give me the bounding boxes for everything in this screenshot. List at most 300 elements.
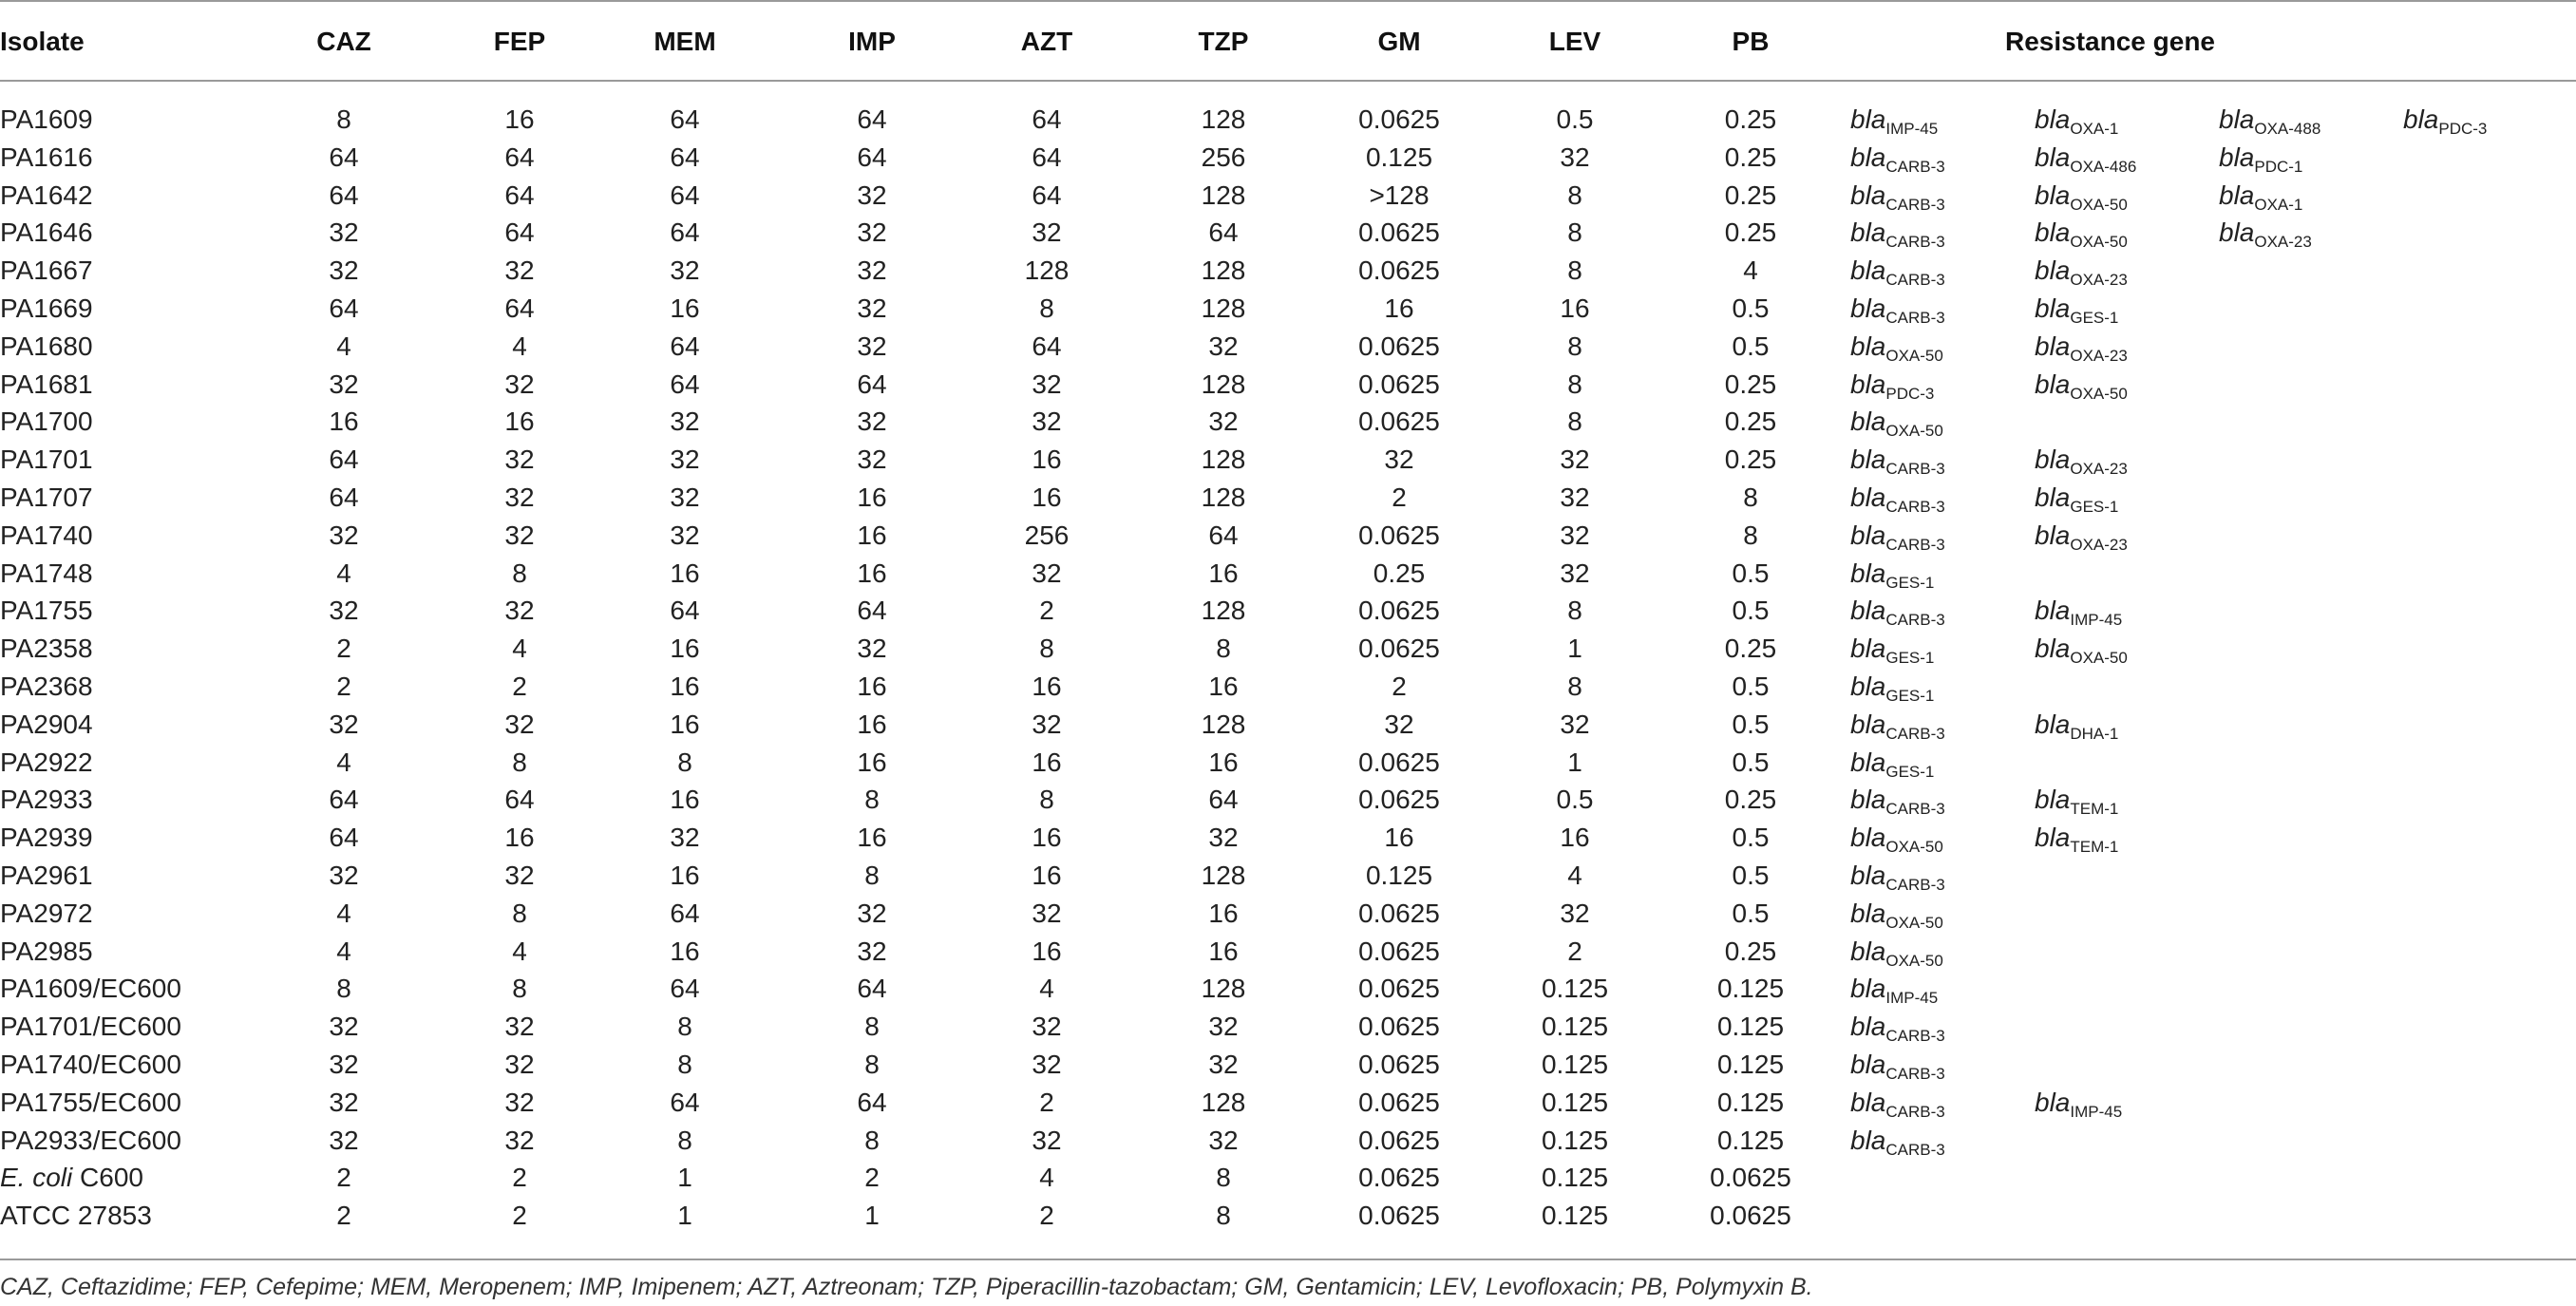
- caz-value: 32: [329, 218, 359, 248]
- fep-value: 8: [512, 974, 527, 1004]
- gm-value: 0.0625: [1358, 1087, 1440, 1117]
- mem-value: 64: [670, 1087, 700, 1117]
- tzp-value: 8: [1216, 634, 1231, 664]
- fep-value: 16: [504, 823, 535, 853]
- gm-value: 0.0625: [1358, 1050, 1440, 1079]
- resistance-gene: bla$_{CARB-3}$: [1850, 445, 1945, 479]
- imp-value: 64: [857, 142, 887, 172]
- lev-value: 32: [1560, 142, 1590, 172]
- gm-value: 0.0625: [1358, 331, 1440, 361]
- fep-value: 32: [504, 596, 535, 626]
- caz-value: 8: [336, 104, 351, 134]
- pb-value: 0.5: [1732, 823, 1770, 853]
- caz-value: 32: [329, 520, 359, 550]
- table-row: [0, 1046, 2576, 1084]
- pb-value: 0.5: [1732, 861, 1770, 890]
- lev-value: 8: [1567, 672, 1582, 701]
- tzp-value: 16: [1208, 672, 1239, 701]
- mem-value: 64: [670, 218, 700, 248]
- gm-value: 0.0625: [1358, 634, 1440, 664]
- table-row: [0, 668, 2576, 706]
- fep-value: 64: [504, 142, 535, 172]
- gm-value: 2: [1392, 672, 1407, 701]
- resistance-gene: bla$_{GES-1}$: [1850, 672, 1935, 705]
- tzp-value: 32: [1208, 331, 1239, 361]
- fep-value: 4: [512, 331, 527, 361]
- azt-value: 32: [1032, 898, 1062, 928]
- header-gm: GM: [1377, 27, 1421, 56]
- header-bottom-rule: [0, 80, 2576, 82]
- pb-value: 0.25: [1724, 634, 1777, 664]
- lev-value: 8: [1567, 256, 1582, 286]
- resistance-gene: bla$_{GES-1}$: [1850, 634, 1935, 668]
- header-resistance-gene: Resistance gene: [2005, 27, 2215, 56]
- isolate-cell: PA2972: [0, 898, 93, 928]
- caz-value: 8: [336, 974, 351, 1004]
- imp-value: 16: [857, 672, 887, 701]
- table-row: [0, 555, 2576, 593]
- isolate-cell: PA2961: [0, 861, 93, 890]
- azt-value: 64: [1032, 142, 1062, 172]
- isolate-cell: PA1700: [0, 407, 93, 437]
- mem-value: 64: [670, 331, 700, 361]
- tzp-value: 8: [1216, 1201, 1231, 1231]
- table-row: [0, 781, 2576, 819]
- gm-value: 0.0625: [1358, 369, 1440, 399]
- table-row: [0, 366, 2576, 404]
- mem-value: 1: [677, 1201, 692, 1231]
- caz-value: 4: [336, 558, 351, 588]
- isolate-cell: PA2368: [0, 672, 93, 701]
- gm-value: 0.125: [1365, 861, 1433, 890]
- azt-value: 64: [1032, 104, 1062, 134]
- azt-value: 16: [1032, 861, 1062, 890]
- gm-value: 32: [1384, 445, 1414, 475]
- resistance-gene: bla$_{CARB-3}$: [1850, 1125, 1945, 1159]
- azt-value: 8: [1039, 293, 1054, 323]
- pb-value: 0.25: [1724, 369, 1777, 399]
- gm-value: 0.0625: [1358, 747, 1440, 777]
- fep-value: 8: [512, 898, 527, 928]
- pb-value: 0.125: [1716, 1050, 1785, 1079]
- gm-value: 0.0625: [1358, 1012, 1440, 1042]
- fep-value: 2: [512, 672, 527, 701]
- mem-value: 64: [670, 369, 700, 399]
- table-top-rule: [0, 0, 2576, 2]
- isolate-cell: PA1642: [0, 180, 93, 210]
- mem-value: 64: [670, 180, 700, 210]
- isolate-cell: PA1701/EC600: [0, 1012, 181, 1042]
- fep-value: 32: [504, 709, 535, 739]
- caz-value: 32: [329, 256, 359, 286]
- azt-value: 4: [1039, 1163, 1054, 1193]
- tzp-value: 16: [1208, 898, 1239, 928]
- table-row: [0, 744, 2576, 782]
- pb-value: 0.25: [1724, 936, 1777, 966]
- resistance-gene: bla$_{PDC-1}$: [2219, 142, 2303, 176]
- azt-value: 64: [1032, 180, 1062, 210]
- gm-value: 0.0625: [1358, 1125, 1440, 1155]
- imp-value: 16: [857, 709, 887, 739]
- resistance-gene: bla$_{GES-1}$: [2035, 483, 2119, 516]
- resistance-gene: bla$_{CARB-3}$: [1850, 520, 1945, 554]
- caz-value: 2: [336, 634, 351, 664]
- fep-value: 64: [504, 293, 535, 323]
- azt-value: 4: [1039, 974, 1054, 1004]
- imp-value: 8: [864, 1125, 880, 1155]
- lev-value: 0.5: [1556, 785, 1594, 815]
- mem-value: 64: [670, 596, 700, 626]
- table-row: [0, 1197, 2576, 1235]
- fep-value: 64: [504, 218, 535, 248]
- azt-value: 16: [1032, 936, 1062, 966]
- resistance-gene: bla$_{OXA-50}$: [2035, 634, 2128, 668]
- pb-value: 0.5: [1732, 747, 1770, 777]
- pb-value: 0.5: [1732, 558, 1770, 588]
- isolate-cell: PA1680: [0, 331, 93, 361]
- fep-value: 4: [512, 634, 527, 664]
- pb-value: 0.125: [1716, 1012, 1785, 1042]
- imp-value: 32: [857, 293, 887, 323]
- caz-value: 4: [336, 936, 351, 966]
- lev-value: 32: [1560, 558, 1590, 588]
- lev-value: 0.125: [1541, 1163, 1609, 1193]
- tzp-value: 128: [1201, 709, 1246, 739]
- caz-value: 4: [336, 898, 351, 928]
- header-caz: CAZ: [316, 27, 371, 56]
- caz-value: 4: [336, 747, 351, 777]
- isolate-cell: PA2922: [0, 747, 93, 777]
- imp-value: 8: [864, 861, 880, 890]
- isolate-cell: PA1609/EC600: [0, 974, 181, 1004]
- tzp-value: 128: [1201, 104, 1246, 134]
- lev-value: 16: [1560, 293, 1590, 323]
- imp-value: 64: [857, 596, 887, 626]
- mem-value: 1: [677, 1163, 692, 1193]
- lev-value: 8: [1567, 180, 1582, 210]
- lev-value: 32: [1560, 709, 1590, 739]
- tzp-value: 128: [1201, 256, 1246, 286]
- mem-value: 64: [670, 104, 700, 134]
- caz-value: 32: [329, 1125, 359, 1155]
- azt-value: 16: [1032, 445, 1062, 475]
- azt-value: 2: [1039, 1087, 1054, 1117]
- lev-value: 0.5: [1556, 104, 1594, 134]
- table-row: [0, 479, 2576, 517]
- azt-value: 16: [1032, 823, 1062, 853]
- table-row: [0, 1122, 2576, 1160]
- fep-value: 32: [504, 256, 535, 286]
- isolate-cell: PA1740: [0, 520, 93, 550]
- resistance-gene: bla$_{OXA-488}$: [2219, 104, 2321, 138]
- resistance-gene: bla$_{CARB-3}$: [1850, 256, 1945, 290]
- gm-value: 32: [1384, 709, 1414, 739]
- fep-value: 2: [512, 1163, 527, 1193]
- mem-value: 16: [670, 709, 700, 739]
- mem-value: 16: [670, 293, 700, 323]
- tzp-value: 32: [1208, 1125, 1239, 1155]
- resistance-gene: bla$_{PDC-3}$: [1850, 369, 1935, 403]
- isolate-cell: E. coli C600: [0, 1163, 143, 1193]
- pb-value: 0.5: [1732, 331, 1770, 361]
- resistance-gene: bla$_{IMP-45}$: [2035, 1087, 2123, 1121]
- mem-value: 8: [677, 1125, 692, 1155]
- lev-value: 1: [1567, 747, 1582, 777]
- lev-value: 8: [1567, 369, 1582, 399]
- tzp-value: 128: [1201, 369, 1246, 399]
- imp-value: 32: [857, 331, 887, 361]
- table-row: [0, 441, 2576, 479]
- tzp-value: 32: [1208, 823, 1239, 853]
- gm-value: 0.0625: [1358, 520, 1440, 550]
- header-tzp: TZP: [1198, 27, 1249, 56]
- imp-value: 32: [857, 445, 887, 475]
- azt-value: 32: [1032, 1012, 1062, 1042]
- resistance-gene: bla$_{OXA-23}$: [2035, 520, 2128, 554]
- table-row: [0, 517, 2576, 555]
- fep-value: 16: [504, 407, 535, 437]
- fep-value: 32: [504, 1012, 535, 1042]
- imp-value: 32: [857, 634, 887, 664]
- isolate-cell: PA1646: [0, 218, 93, 248]
- imp-value: 16: [857, 483, 887, 512]
- pb-value: 0.125: [1716, 1125, 1785, 1155]
- imp-value: 16: [857, 520, 887, 550]
- gm-value: 16: [1384, 823, 1414, 853]
- pb-value: 0.25: [1724, 142, 1777, 172]
- lev-value: 8: [1567, 407, 1582, 437]
- tzp-value: 128: [1201, 1087, 1246, 1117]
- mem-value: 16: [670, 936, 700, 966]
- table-row: [0, 1159, 2576, 1197]
- gm-value: 2: [1392, 483, 1407, 512]
- pb-value: 0.25: [1724, 445, 1777, 475]
- pb-value: 0.5: [1732, 898, 1770, 928]
- lev-value: 0.125: [1541, 1087, 1609, 1117]
- fep-value: 32: [504, 520, 535, 550]
- fep-value: 32: [504, 1050, 535, 1079]
- resistance-gene: bla$_{CARB-3}$: [1850, 483, 1945, 516]
- resistance-gene: bla$_{CARB-3}$: [1850, 180, 1945, 214]
- isolate-cell: PA2939: [0, 823, 93, 853]
- tzp-value: 128: [1201, 445, 1246, 475]
- pb-value: 0.25: [1724, 407, 1777, 437]
- imp-value: 64: [857, 104, 887, 134]
- table-row: [0, 403, 2576, 441]
- imp-value: 32: [857, 407, 887, 437]
- gm-value: 0.0625: [1358, 218, 1440, 248]
- table-row: [0, 101, 2576, 139]
- mem-value: 32: [670, 445, 700, 475]
- table-row: [0, 895, 2576, 933]
- lev-value: 8: [1567, 218, 1582, 248]
- caz-value: 2: [336, 672, 351, 701]
- mem-value: 64: [670, 898, 700, 928]
- caz-value: 64: [329, 483, 359, 512]
- table-row: [0, 139, 2576, 177]
- caz-value: 32: [329, 1087, 359, 1117]
- pb-value: 8: [1743, 483, 1758, 512]
- table-row: [0, 290, 2576, 328]
- table-row: [0, 177, 2576, 215]
- mem-value: 64: [670, 142, 700, 172]
- tzp-value: 64: [1208, 520, 1239, 550]
- resistance-gene: bla$_{GES-1}$: [2035, 293, 2119, 327]
- mem-value: 32: [670, 256, 700, 286]
- resistance-gene: bla$_{IMP-45}$: [1850, 104, 1939, 138]
- imp-value: 8: [864, 1012, 880, 1042]
- header-pb: PB: [1732, 27, 1770, 56]
- fep-value: 32: [504, 445, 535, 475]
- resistance-gene: bla$_{GES-1}$: [1850, 747, 1935, 781]
- resistance-gene: bla$_{PDC-3}$: [2403, 104, 2488, 138]
- fep-value: 32: [504, 1087, 535, 1117]
- table-row: [0, 1084, 2576, 1122]
- resistance-gene: bla$_{OXA-23}$: [2035, 445, 2128, 479]
- resistance-gene: bla$_{OXA-50}$: [1850, 936, 1943, 970]
- caz-value: 64: [329, 180, 359, 210]
- isolate-cell: PA1669: [0, 293, 93, 323]
- mem-value: 16: [670, 558, 700, 588]
- imp-value: 8: [864, 785, 880, 815]
- azt-value: 32: [1032, 1050, 1062, 1079]
- header-azt: AZT: [1020, 27, 1073, 56]
- caz-value: 64: [329, 445, 359, 475]
- resistance-gene: bla$_{CARB-3}$: [1850, 861, 1945, 894]
- imp-value: 8: [864, 1050, 880, 1079]
- mem-value: 8: [677, 1050, 692, 1079]
- pb-value: 0.5: [1732, 709, 1770, 739]
- mem-value: 32: [670, 407, 700, 437]
- resistance-gene: bla$_{OXA-1}$: [2035, 104, 2119, 138]
- resistance-gene: bla$_{OXA-23}$: [2035, 331, 2128, 365]
- pb-value: 0.125: [1716, 974, 1785, 1004]
- gm-value: 0.0625: [1358, 1163, 1440, 1193]
- tzp-value: 128: [1201, 293, 1246, 323]
- tzp-value: 32: [1208, 1050, 1239, 1079]
- azt-value: 16: [1032, 672, 1062, 701]
- resistance-gene: bla$_{OXA-23}$: [2219, 218, 2312, 252]
- isolate-cell: PA1681: [0, 369, 93, 399]
- gm-value: 0.0625: [1358, 596, 1440, 626]
- table-row: [0, 819, 2576, 857]
- resistance-gene: bla$_{CARB-3}$: [1850, 785, 1945, 819]
- isolate-cell: PA2358: [0, 634, 93, 664]
- fep-value: 8: [512, 558, 527, 588]
- header-imp: IMP: [848, 27, 896, 56]
- caz-value: 64: [329, 823, 359, 853]
- fep-value: 16: [504, 104, 535, 134]
- lev-value: 32: [1560, 483, 1590, 512]
- isolate-cell: PA1609: [0, 104, 93, 134]
- lev-value: 8: [1567, 596, 1582, 626]
- resistance-gene: bla$_{IMP-45}$: [2035, 596, 2123, 630]
- tzp-value: 256: [1201, 142, 1246, 172]
- imp-value: 1: [864, 1201, 880, 1231]
- azt-value: 32: [1032, 407, 1062, 437]
- fep-value: 64: [504, 180, 535, 210]
- fep-value: 32: [504, 861, 535, 890]
- imp-value: 16: [857, 558, 887, 588]
- caz-value: 64: [329, 293, 359, 323]
- fep-value: 32: [504, 483, 535, 512]
- tzp-value: 64: [1208, 785, 1239, 815]
- resistance-gene: bla$_{CARB-3}$: [1850, 1087, 1945, 1121]
- resistance-gene: bla$_{OXA-50}$: [2035, 180, 2128, 214]
- imp-value: 64: [857, 369, 887, 399]
- imp-value: 16: [857, 823, 887, 853]
- lev-value: 2: [1567, 936, 1582, 966]
- lev-value: 0.125: [1541, 1125, 1609, 1155]
- table-row: [0, 214, 2576, 252]
- header-lev: LEV: [1548, 27, 1601, 56]
- isolate-cell: PA1740/EC600: [0, 1050, 181, 1079]
- tzp-value: 8: [1216, 1163, 1231, 1193]
- lev-value: 32: [1560, 520, 1590, 550]
- isolate-cell: ATCC 27853: [0, 1201, 152, 1231]
- isolate-cell: PA2985: [0, 936, 93, 966]
- table-row: [0, 933, 2576, 971]
- resistance-gene: bla$_{TEM-1}$: [2035, 823, 2119, 857]
- pb-value: 0.25: [1724, 785, 1777, 815]
- mem-value: 64: [670, 974, 700, 1004]
- table-row: [0, 970, 2576, 1008]
- pb-value: 0.5: [1732, 596, 1770, 626]
- resistance-gene: bla$_{OXA-50}$: [1850, 331, 1943, 365]
- azt-value: 8: [1039, 634, 1054, 664]
- gm-value: 0.0625: [1358, 407, 1440, 437]
- header-fep: FEP: [493, 27, 546, 56]
- table-row: [0, 328, 2576, 366]
- azt-value: 32: [1032, 709, 1062, 739]
- caz-value: 32: [329, 709, 359, 739]
- caz-value: 64: [329, 785, 359, 815]
- resistance-gene: bla$_{CARB-3}$: [1850, 293, 1945, 327]
- resistance-gene: bla$_{OXA-50}$: [1850, 898, 1943, 932]
- tzp-value: 16: [1208, 747, 1239, 777]
- lev-value: 0.125: [1541, 1012, 1609, 1042]
- tzp-value: 32: [1208, 1012, 1239, 1042]
- resistance-gene: bla$_{OXA-486}$: [2035, 142, 2137, 176]
- resistance-gene: bla$_{CARB-3}$: [1850, 1012, 1945, 1046]
- pb-value: 0.0625: [1710, 1201, 1791, 1231]
- caz-value: 32: [329, 369, 359, 399]
- imp-value: 64: [857, 1087, 887, 1117]
- lev-value: 0.125: [1541, 974, 1609, 1004]
- mem-value: 32: [670, 520, 700, 550]
- lev-value: 32: [1560, 445, 1590, 475]
- azt-value: 256: [1024, 520, 1070, 550]
- table-row: [0, 252, 2576, 290]
- lev-value: 8: [1567, 331, 1582, 361]
- resistance-gene: bla$_{IMP-45}$: [1850, 974, 1939, 1008]
- isolate-cell: PA2933: [0, 785, 93, 815]
- tzp-value: 128: [1201, 483, 1246, 512]
- pb-value: 0.25: [1724, 180, 1777, 210]
- imp-value: 32: [857, 256, 887, 286]
- azt-value: 128: [1024, 256, 1070, 286]
- lev-value: 16: [1560, 823, 1590, 853]
- resistance-gene: bla$_{OXA-50}$: [1850, 407, 1943, 441]
- gm-value: 0.0625: [1358, 974, 1440, 1004]
- pb-value: 0.25: [1724, 104, 1777, 134]
- caz-value: 64: [329, 142, 359, 172]
- resistance-gene: bla$_{OXA-50}$: [2035, 218, 2128, 252]
- isolate-cell: PA2933/EC600: [0, 1125, 181, 1155]
- pb-value: 0.125: [1716, 1087, 1785, 1117]
- resistance-gene: bla$_{DHA-1}$: [2035, 709, 2119, 743]
- resistance-gene: bla$_{CARB-3}$: [1850, 218, 1945, 252]
